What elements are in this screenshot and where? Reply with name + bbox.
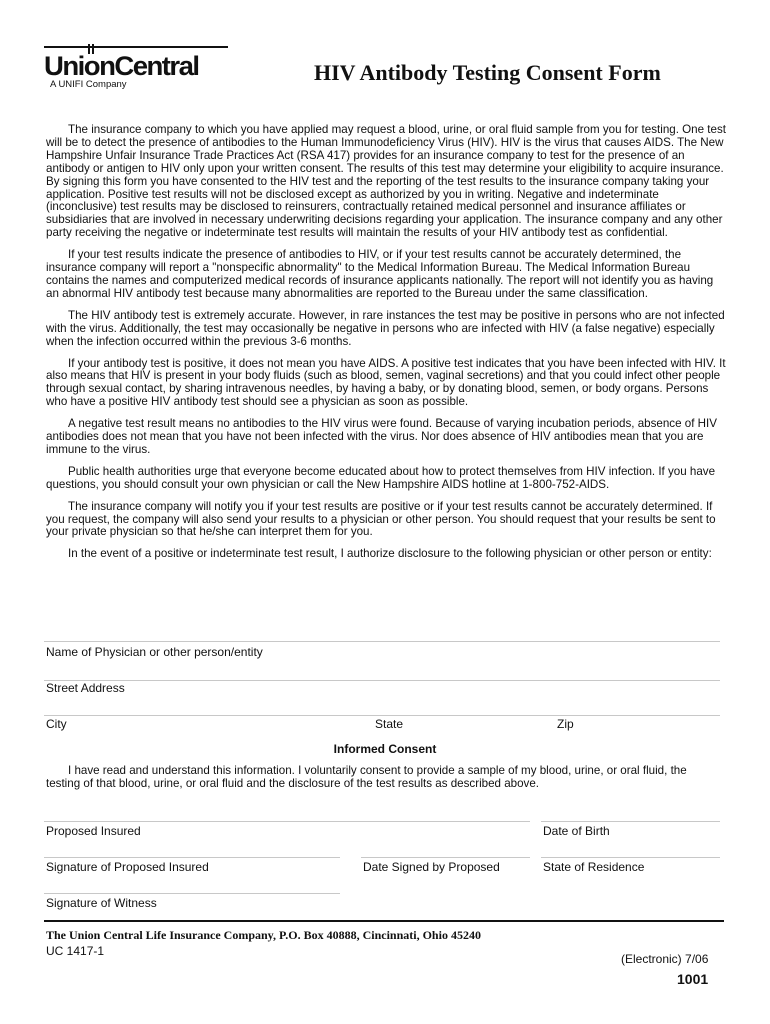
footer-electronic: (Electronic) 7/06 <box>621 952 709 966</box>
paragraph-notify: The insurance company will notify you if your test results are positive or if your test results cannot be accurately determined. If you request, the company will also send your results to a physician or other person. You should request that your results be sent to your private physician so that he/she can interpret them for you. <box>46 499 716 539</box>
dob-label: Date of Birth <box>543 824 610 838</box>
proposed-insured-line[interactable] <box>44 821 530 822</box>
informed-consent-heading: Informed Consent <box>333 742 437 756</box>
logo-rule <box>44 46 228 48</box>
footer-rule <box>44 920 724 922</box>
state-residence-line[interactable] <box>541 857 720 858</box>
signature-insured-label: Signature of Proposed Insured <box>46 860 209 874</box>
informed-consent-text <box>46 764 722 790</box>
signature-insured-line[interactable] <box>44 857 340 858</box>
paragraph-testing: The insurance company to which you have applied may request a blood, urine, or oral fluid sample from you for testing. One test will be to detect the presence of antibodies to the Human Immunodeficiency Virus (HIV). HIV is the virus that causes AIDS. The New Hampshire Unfair Insurance Trade Practices Act (RSA 417) provides for an insurance company to test for the presence of an antibody or antigen to HIV only upon your written consent. The results of this test may determine your eligibility to acquire insurance. By signing this form you have consented to the HIV test and the reporting of the test results to the insurance company taking your application. Positive test results will not be disclosed except as authorized by you in writing. Negative and indeterminate (inconclusive) test results may be disclosed to reinsurers, contractually retained medical personnel and insurance affiliates or subsidiaries that are involved in necessary underwriting decisions regarding your application. The insurance company and any other party receiving the negative or indeterminate test results will maintain the results of your HIV antibody test as confidential. <box>46 123 726 240</box>
dob-line[interactable] <box>541 821 720 822</box>
paragraph-negative: A negative test result means no antibodies to the HIV virus were found. Because of varying incubation periods, absence of HIV antibodies does not mean that you have not been infected with the virus. Nor does absence of HIV antibodies mean that you are immune to the virus. <box>46 417 717 456</box>
footer-company: The Union Central Life Insurance Company, P.O. Box 40888, Cincinnati, Ohio 45240 <box>46 928 481 942</box>
city-label: City <box>46 717 67 731</box>
date-signed-line[interactable] <box>361 857 530 858</box>
paragraph-public-health: Public health authorities urge that everyone become educated about how to protect themselves from HIV infection. If you have questions, you should consult your own physician or call the New Hampshire AIDS hotline at 1-800-752-AIDS. <box>46 464 716 491</box>
state-label: State <box>375 717 404 731</box>
logo-subtitle: A UNIFI Company <box>50 79 127 90</box>
street-label: Street Address <box>46 681 125 695</box>
footer-form-code: UC 1417-1 <box>46 944 105 958</box>
consent-paragraph: I have read and understand this information. I voluntarily consent to provide a sample of my blood, urine, or oral fluid, the testing of that blood, urine, or oral fluid and the disclosure of the test results as described above. <box>46 764 687 790</box>
zip-label: Zip <box>557 717 574 731</box>
date-signed-label: Date Signed by Proposed <box>363 860 500 874</box>
page-title: HIV Antibody Testing Consent Form <box>314 60 661 85</box>
proposed-insured-label: Proposed Insured <box>46 824 141 838</box>
paragraph-mib: If your test results indicate the presence of antibodies to HIV, or if your test results cannot be accurately determined, the insurance company will report a "nonspecific abnormality" to the Medical Information Bureau. The Medical Information Bureau contains the names and computerized medical records of insurance applicants nationally. The report will not identify you as having an abnormal HIV antibody test because many abnormalities are reported to the Bureau under the same classification. <box>46 248 714 300</box>
signature-witness-label: Signature of Witness <box>46 896 157 910</box>
logo-wordmark: UnionCentral <box>44 51 199 81</box>
footer-number: 1001 <box>677 971 709 987</box>
form-body <box>46 124 726 570</box>
state-residence-label: State of Residence <box>543 860 645 874</box>
city-state-zip-line[interactable] <box>44 715 720 716</box>
street-line[interactable] <box>44 680 720 681</box>
paragraph-positive: If your antibody test is positive, it does not mean you have AIDS. A positive test indicates that you have been infected with HIV. It also means that HIV is present in your body fluids (such as blood, semen, vaginal secretions) and that you could infect other people through sexual contact, by sharing intravenous needles, by having a baby, or by donating blood, semen, or body organs. Persons who have a positive HIV antibody test should see a physician as soon as possible. <box>46 356 726 409</box>
signature-witness-line[interactable] <box>44 893 340 894</box>
physician-line[interactable] <box>44 641 720 642</box>
physician-label: Name of Physician or other person/entity <box>46 645 263 659</box>
paragraph-authorize: In the event of a positive or indeterminate test result, I authorize disclosure to the following physician or other person or entity: <box>68 547 712 561</box>
paragraph-accuracy: The HIV antibody test is extremely accurate. However, in rare instances the test may be positive in persons who are not infected with the virus. Additionally, the test may occasionally be negative in persons who are infected with HIV (a false negative) especially when the infection occurred within the previous 3-6 months. <box>46 308 725 348</box>
